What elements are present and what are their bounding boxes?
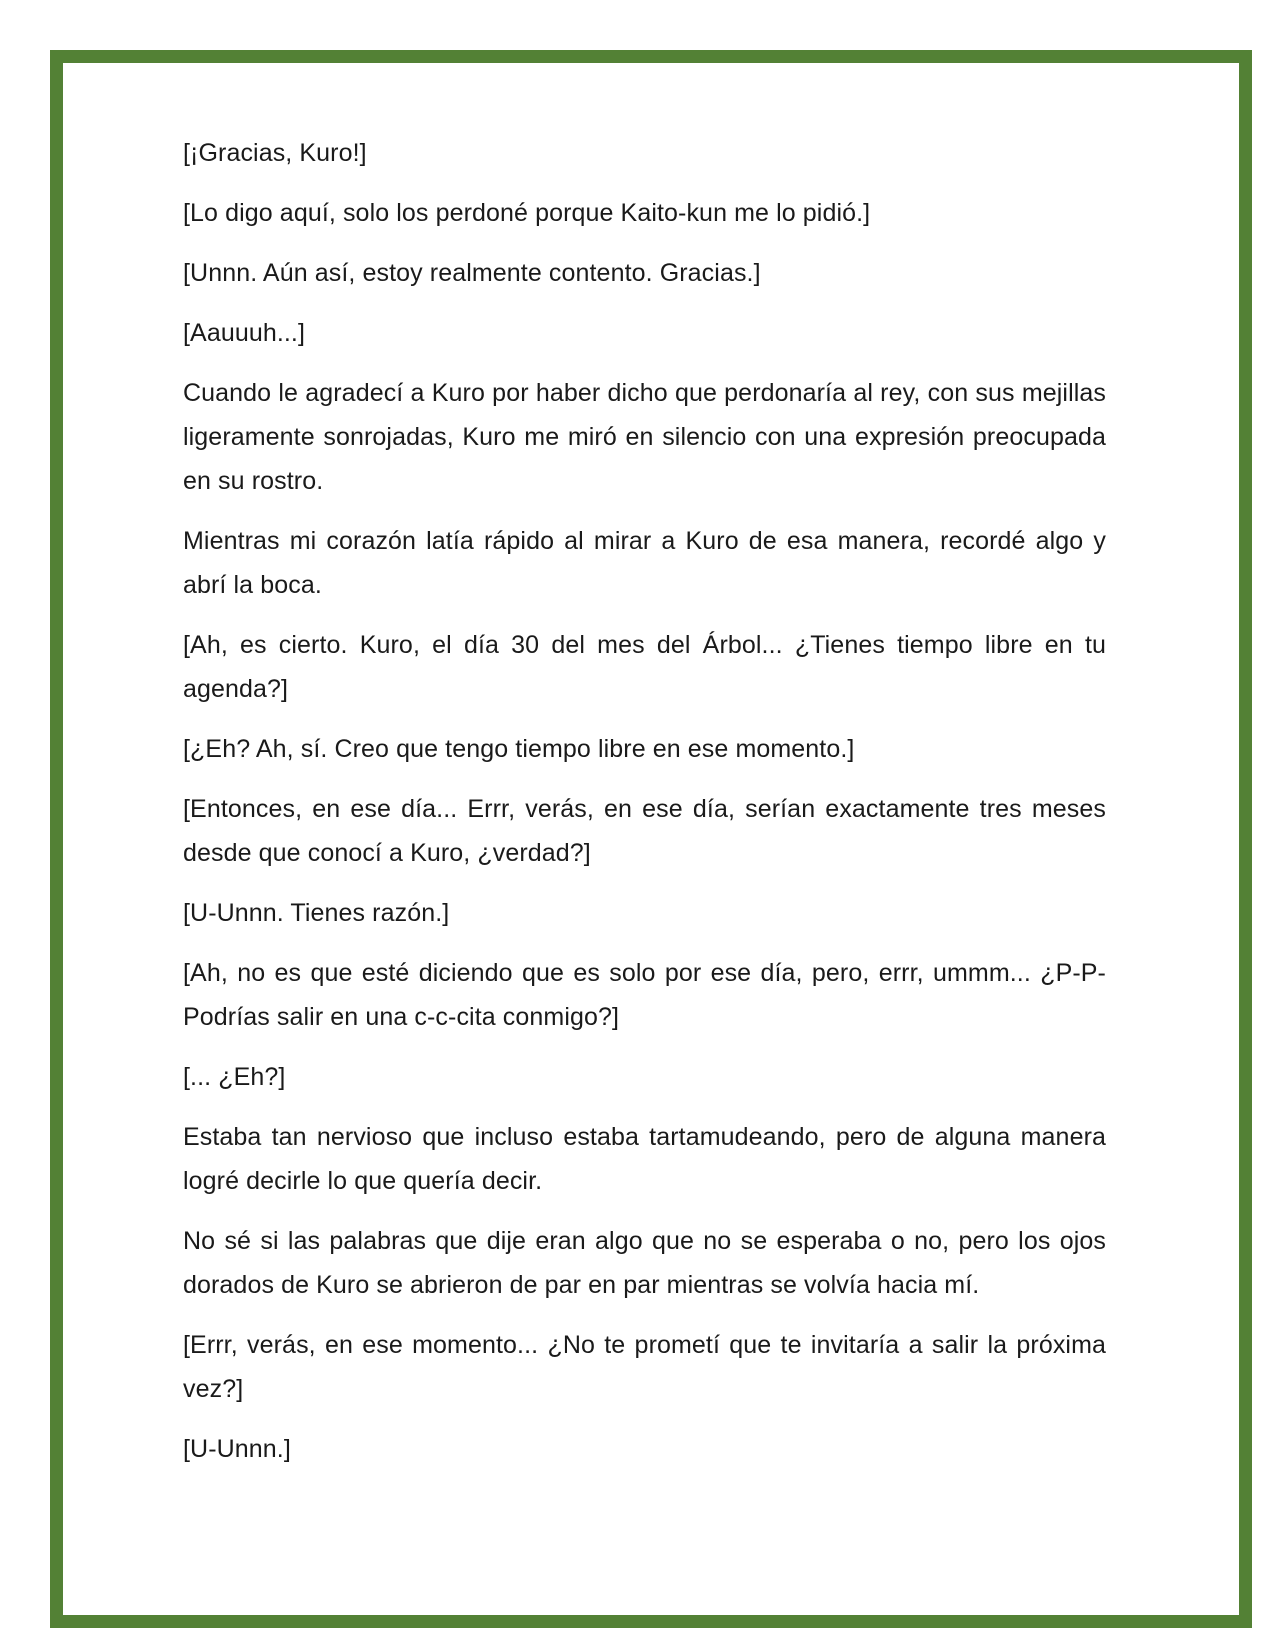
paragraph-6: Mientras mi corazón latía rápido al mirar a Kuro de esa manera, recordé algo y abrí la boca. bbox=[183, 527, 1106, 599]
paragraph-12: [... ¿Eh?] bbox=[183, 1063, 286, 1091]
paragraph-7: [Ah, es cierto. Kuro, el día 30 del mes del Árbol... ¿Tienes tiempo libre en tu agenda?] bbox=[183, 631, 1106, 703]
paragraph-13: Estaba tan nervioso que incluso estaba tartamudeando, pero de alguna manera logré decirle lo que quería decir. bbox=[183, 1123, 1106, 1195]
paragraph-4: [Aauuuh...] bbox=[183, 319, 306, 347]
paragraph-14: No sé si las palabras que dije eran algo que no se esperaba o no, pero los ojos dorados de Kuro se abrieron de par en par mientras se volvía hacia mí. bbox=[183, 1227, 1106, 1299]
paragraph-1: [¡Gracias, Kuro!] bbox=[183, 139, 367, 167]
page-border-frame bbox=[50, 50, 1252, 1628]
paragraph-16: [U-Unnn.] bbox=[183, 1435, 291, 1463]
paragraph-11: [Ah, no es que esté diciendo que es solo por ese día, pero, errr, ummm... ¿P-P-Podrías salir en una c-c-cita conmigo?] bbox=[183, 959, 1106, 1031]
paragraph-3: [Unnn. Aún así, estoy realmente contento. Gracias.] bbox=[183, 259, 761, 287]
document-body bbox=[183, 131, 1106, 1487]
paragraph-15: [Errr, verás, en ese momento... ¿No te prometí que te invitaría a salir la próxima vez?] bbox=[183, 1331, 1106, 1403]
paragraph-5: Cuando le agradecí a Kuro por haber dicho que perdonaría al rey, con sus mejillas ligeramente sonrojadas, Kuro me miró en silencio con una expresión preocupada en su rostro. bbox=[183, 379, 1106, 495]
paragraph-9: [Entonces, en ese día... Errr, verás, en ese día, serían exactamente tres meses desde que conocí a Kuro, ¿verdad?] bbox=[183, 795, 1106, 867]
paragraph-10: [U-Unnn. Tienes razón.] bbox=[183, 899, 450, 927]
paragraph-8: [¿Eh? Ah, sí. Creo que tengo tiempo libre en ese momento.] bbox=[183, 735, 855, 763]
paragraph-2: [Lo digo aquí, solo los perdoné porque Kaito-kun me lo pidió.] bbox=[183, 199, 871, 227]
